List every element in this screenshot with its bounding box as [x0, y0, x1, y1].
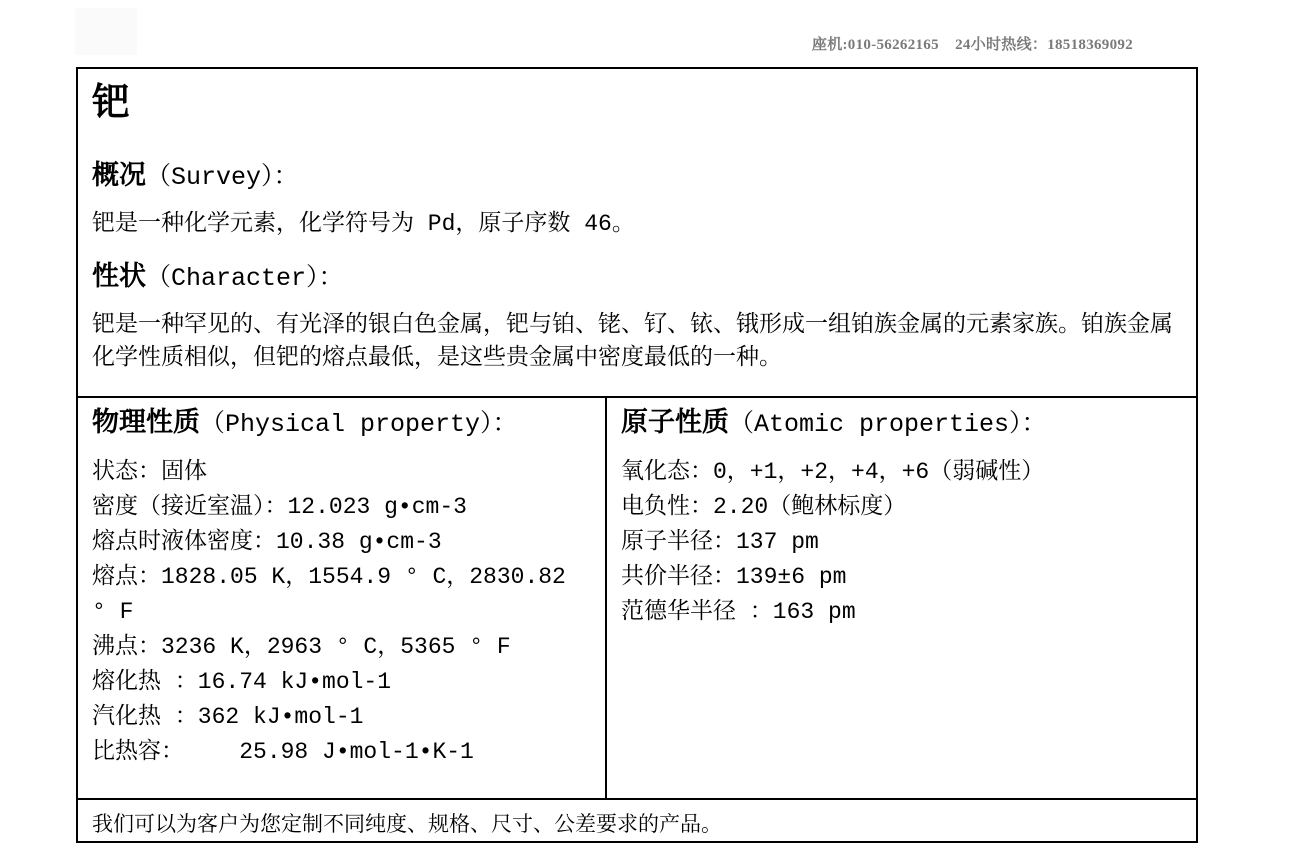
- character-heading-en: （Character）：: [146, 264, 344, 293]
- property-line: 原子半径：137 pm: [621, 529, 819, 555]
- property-line: 比热容： 25.98 J•mol-1•K-1: [92, 739, 474, 765]
- atomic-heading-zh: 原子性质: [621, 410, 729, 440]
- logo-placeholder: [75, 8, 137, 55]
- survey-heading-zh: 概况: [92, 163, 146, 193]
- atomic-heading: [621, 407, 1182, 443]
- property-line: 共价半径：139±6 pm: [621, 564, 847, 590]
- contact-info: 座机:010-56262165 24小时热线：18518369092: [811, 37, 1133, 53]
- physical-heading-zh: 物理性质: [92, 410, 200, 440]
- physical-property-list: [92, 455, 591, 770]
- survey-heading-en: （Survey）：: [146, 163, 299, 192]
- property-line: 范德华半径 ：163 pm: [621, 599, 856, 625]
- property-line: 熔点时液体密度：10.38 g•cm-3: [92, 529, 442, 555]
- property-line: 熔点：1828.05 K，1554.9 ° C，2830.82 ° F: [92, 564, 580, 625]
- physical-heading-en: （Physical property）：: [200, 410, 518, 439]
- property-line: 状态：固体: [92, 459, 207, 485]
- property-line: 密度（接近室温）：12.023 g•cm-3: [92, 494, 467, 520]
- physical-properties-column: [78, 398, 607, 798]
- content-box: [76, 67, 1198, 843]
- intro-section: [78, 69, 1196, 396]
- custom-order-note: 我们可以为客户为您定制不同纯度、规格、尺寸、公差要求的产品。: [78, 798, 1196, 845]
- survey-body: 钯是一种化学元素，化学符号为 Pd，原子序数 46。: [92, 211, 635, 237]
- physical-heading: [92, 407, 591, 443]
- character-body: 钯是一种罕见的、有光泽的银白色金属，钯与铂、铑、钌、铱、锇形成一组铂族金属的元素家族。铂族金属化学性质相似，但钯的熔点最低，是这些贵金属中密度最低的一种。: [92, 312, 1173, 371]
- character-heading: [92, 262, 1182, 296]
- property-line: 电负性：2.20（鲍林标度）: [621, 494, 907, 520]
- property-line: 沸点：3236 K，2963 ° C，5365 ° F: [92, 634, 511, 660]
- atomic-heading-en: （Atomic properties）：: [729, 410, 1047, 439]
- atomic-properties-column: [607, 398, 1196, 798]
- property-line: 汽化热 ：362 kJ•mol-1: [92, 704, 364, 730]
- page-title: 钯: [92, 84, 131, 127]
- survey-heading: [92, 161, 1182, 195]
- properties-table: [78, 396, 1196, 798]
- property-line: 熔化热 ：16.74 kJ•mol-1: [92, 669, 392, 695]
- property-line: 氧化态：0，+1，+2，+4，+6（弱碱性）: [621, 459, 1045, 485]
- character-heading-zh: 性状: [92, 264, 146, 294]
- atomic-property-list: [621, 455, 1182, 630]
